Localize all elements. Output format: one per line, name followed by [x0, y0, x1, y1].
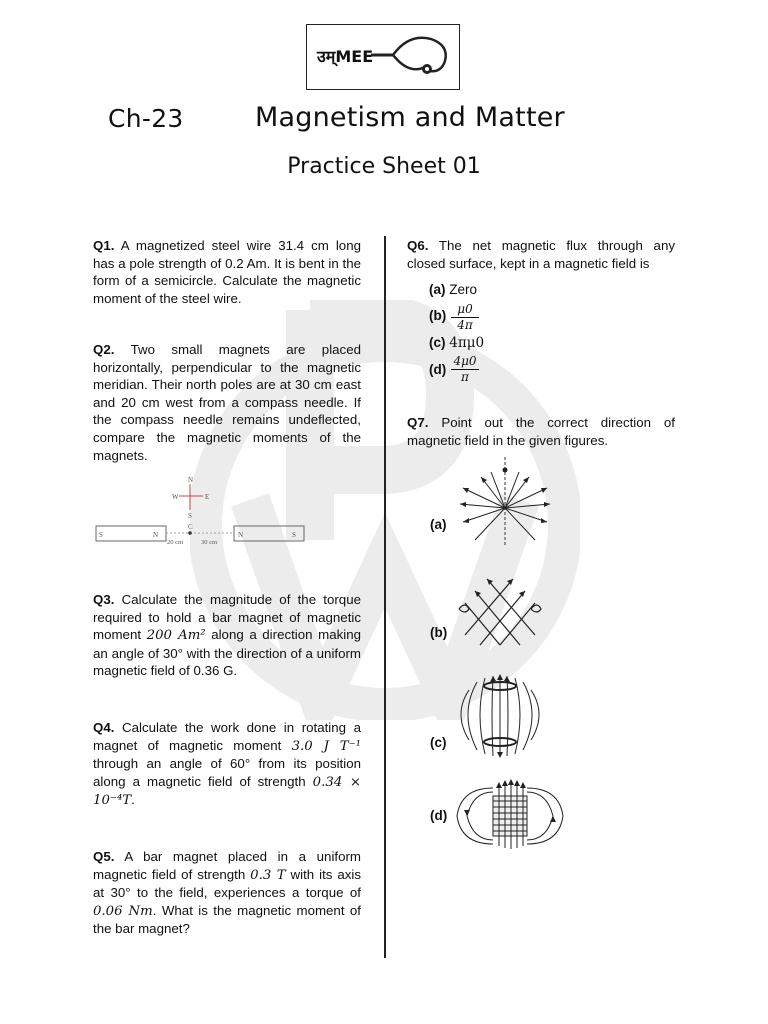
fraction-numerator: μ0 — [451, 302, 479, 318]
figure-a-radial-field — [455, 452, 555, 552]
logo-text: उम्MEE — [317, 47, 374, 66]
math-expression: 200 Am² — [146, 628, 206, 644]
option-label: (c) — [429, 335, 446, 350]
question-1 — [93, 237, 361, 307]
chapter-title: Magnetism and Matter — [255, 102, 565, 133]
column-divider — [384, 236, 386, 958]
option-b — [429, 308, 446, 323]
option-d-fraction — [451, 354, 479, 385]
option-b-fraction — [451, 302, 479, 333]
question-text: Calculate the work done in rotating a magnet of magnetic moment — [93, 720, 361, 753]
question-text: A bar magnet placed in a uniform magnetic field of strength — [93, 849, 361, 882]
question-text: Point out the correct direction of magnetic field in the given figures. — [407, 415, 675, 448]
option-c — [429, 335, 484, 351]
distance-30cm: 30 cm — [201, 539, 218, 546]
math-expression: 3.0 J T⁻¹ — [291, 738, 361, 754]
question-text: with its axis at 30° to the field, experiences a torque of — [93, 866, 361, 901]
figure-label-d: (d) — [430, 808, 448, 823]
option-a — [429, 282, 477, 297]
right-magnet-south: S — [292, 531, 296, 539]
west-label: W — [172, 493, 179, 501]
math-expression: 0.3 T — [250, 867, 286, 883]
question-3 — [93, 591, 361, 680]
figure-d-solenoid-field — [453, 778, 568, 853]
question-number: Q5. — [93, 849, 115, 864]
option-d — [429, 362, 446, 377]
figure-label-b: (b) — [430, 625, 448, 640]
question-text: Two small magnets are placed horizontally, perpendicular to the magnetic meridian. Their north poles are at 30 cm east and 20 cm west from a compass needle. If the compass needle remains undeflected, compare the magnetic moments of the magnets. — [93, 342, 361, 463]
question-4 — [93, 719, 361, 810]
question-text: . What is the magnetic moment of the bar magnet? — [93, 902, 362, 937]
option-text: 4πμ0 — [449, 335, 485, 351]
figure-c-helmholtz-field — [455, 672, 545, 762]
distance-20cm: 20 cm — [167, 539, 184, 546]
left-magnet-south: S — [99, 531, 103, 539]
logo — [306, 24, 460, 90]
question-text: through an angle of 60° from its position along a magnetic field of strength — [93, 756, 361, 789]
right-magnet-north: N — [238, 531, 244, 539]
question-5 — [93, 848, 361, 938]
question-number: Q6. — [407, 238, 429, 253]
question-text: Calculate the magnitude of the torque required to hold a bar magnet of magnetic moment — [93, 592, 361, 643]
option-label: (a) — [429, 282, 446, 297]
option-label: (b) — [429, 308, 447, 323]
fraction-denominator: π — [461, 370, 469, 384]
south-label: S — [188, 512, 192, 520]
left-magnet-north: N — [153, 531, 159, 539]
question-6 — [407, 237, 675, 272]
figure-label-c: (c) — [430, 735, 447, 750]
option-label: (d) — [429, 362, 447, 377]
chapter-number: Ch-23 — [108, 104, 184, 133]
compass-label: C — [188, 523, 193, 531]
question-number: Q4. — [93, 720, 115, 735]
figure-label-a: (a) — [430, 517, 447, 532]
stethoscope-icon — [369, 31, 455, 83]
question-text: A magnetized steel wire 31.4 cm long has a pole strength of 0.2 Am. It is bent in the form of a semicircle. Calculate the magnetic moment of the steel wire. — [93, 238, 361, 306]
question-text: along a direction making an angle of 30° with the direction of a uniform magnetic field of 0.36 G. — [93, 627, 361, 679]
question-number: Q2. — [93, 342, 115, 357]
question-2 — [93, 341, 361, 464]
sheet-title: Practice Sheet 01 — [287, 154, 481, 179]
north-label: N — [188, 476, 194, 484]
question-text: . — [131, 792, 135, 808]
option-text: Zero — [449, 282, 478, 297]
math-expression: 0.06 Nm — [93, 903, 153, 919]
fraction-numerator: 4μ0 — [451, 354, 479, 370]
compass-magnets-figure — [93, 474, 308, 554]
figure-b-crossing-field — [455, 573, 545, 653]
east-label: E — [205, 493, 210, 501]
question-text: The net magnetic flux through any closed surface, kept in a magnetic field is — [407, 238, 675, 271]
question-number: Q7. — [407, 415, 429, 430]
question-7 — [407, 414, 675, 449]
fraction-denominator: 4π — [457, 318, 473, 332]
question-number: Q3. — [93, 592, 115, 607]
math-expression: 0.34 × 10⁻⁴T — [93, 774, 361, 809]
question-number: Q1. — [93, 238, 115, 253]
